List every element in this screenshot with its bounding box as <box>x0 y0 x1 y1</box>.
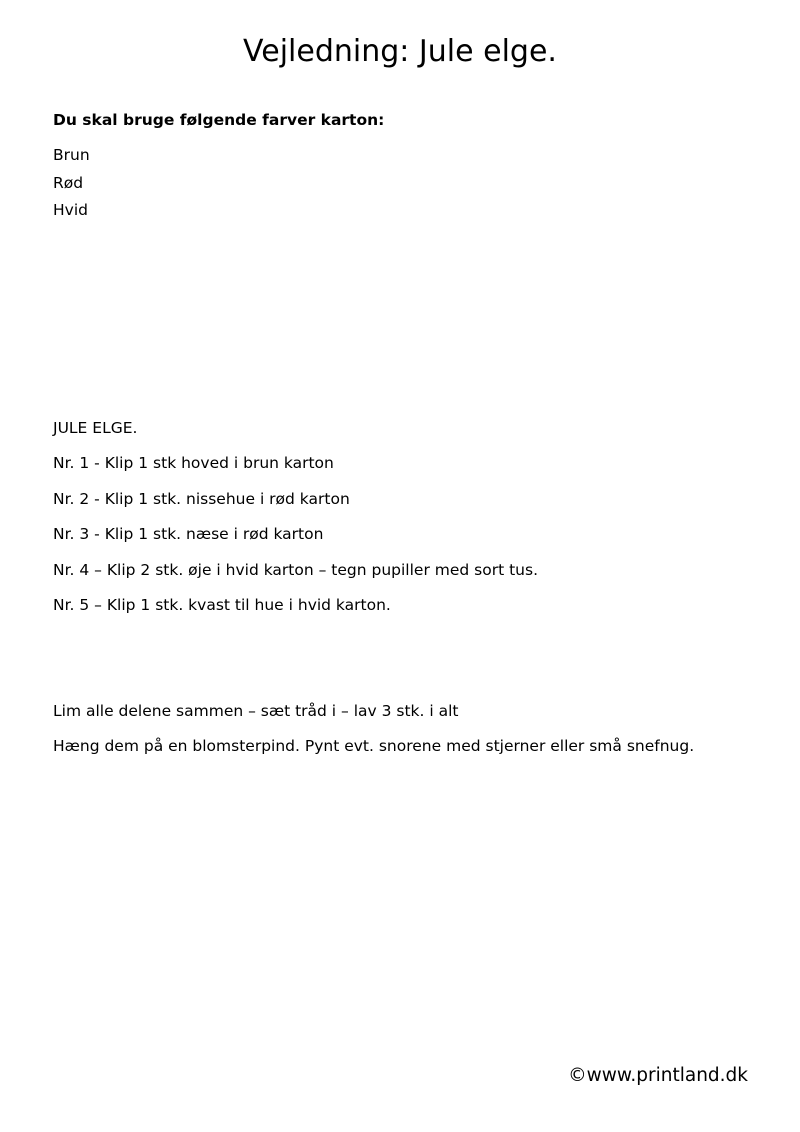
step-item-3: Nr. 3 - Klip 1 stk. næse i rød karton <box>53 525 324 543</box>
color-item-brown: Brun <box>53 146 90 164</box>
step-item-4: Nr. 4 – Klip 2 stk. øje i hvid karton – tegn pupiller med sort tus. <box>53 560 538 579</box>
color-item-white: Hvid <box>53 201 88 219</box>
colors-list <box>53 144 90 227</box>
steps-list <box>53 452 538 630</box>
color-item-red: Rød <box>53 173 84 192</box>
section-heading: JULE ELGE. <box>53 419 138 437</box>
closing-line-2: Hæng dem på en blomsterpind. Pynt evt. snorene med stjerner eller små snefnug. <box>53 737 695 755</box>
copyright-notice: ©www.printland.dk <box>568 1065 748 1086</box>
step-item-5: Nr. 5 – Klip 1 stk. kvast til hue i hvid karton. <box>53 596 391 614</box>
closing-line-1: Lim alle delene sammen – sæt tråd i – lav 3 stk. i alt <box>53 702 459 720</box>
page-title: Vejledning: Jule elge. <box>243 34 557 69</box>
step-item-1: Nr. 1 - Klip 1 stk hoved i brun karton <box>53 454 334 472</box>
step-item-2: Nr. 2 - Klip 1 stk. nissehue i rød karton <box>53 489 350 508</box>
colors-heading: Du skal bruge følgende farver karton: <box>53 111 385 129</box>
